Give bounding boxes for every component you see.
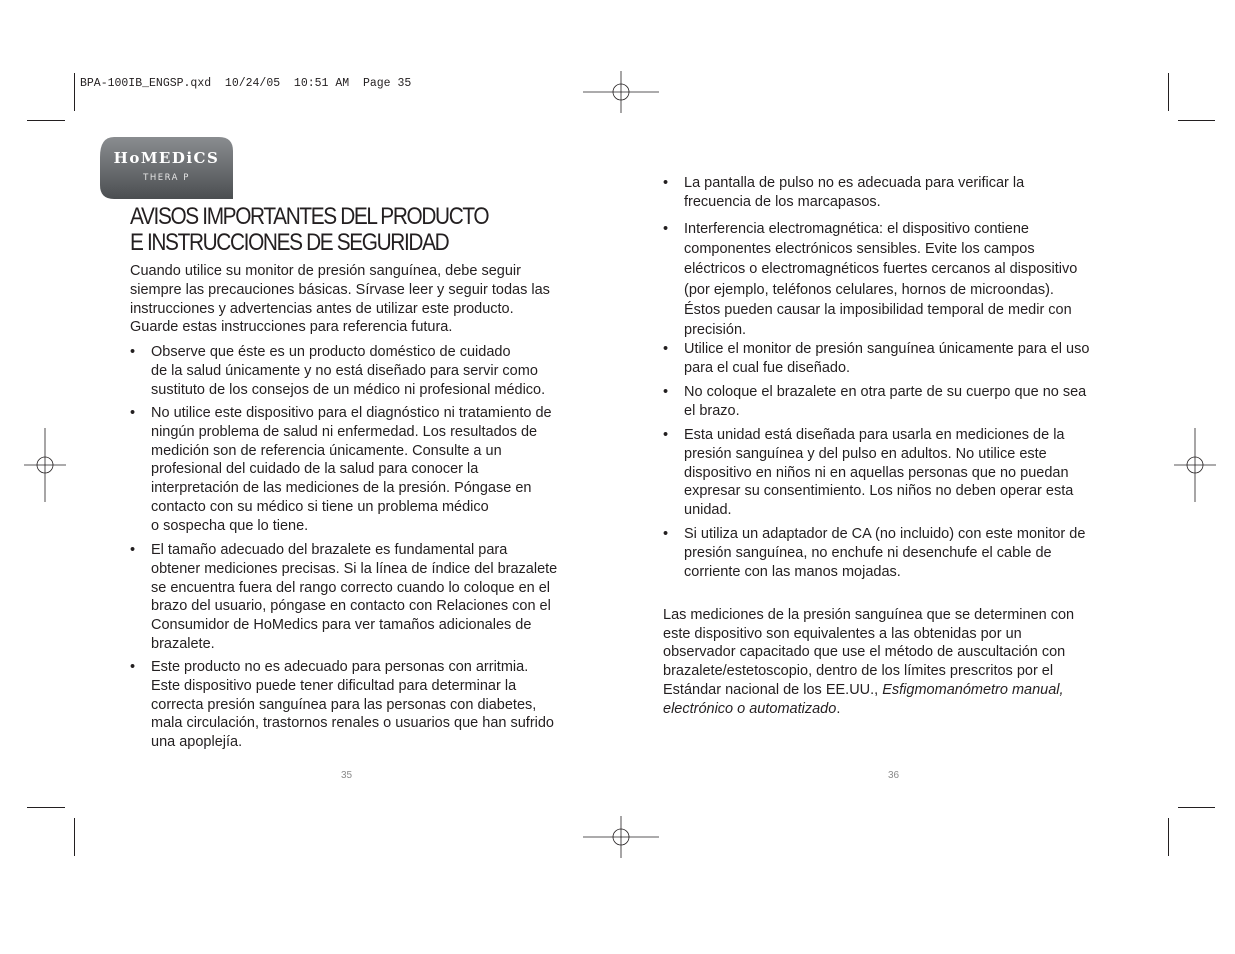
crop-mark [74,73,75,111]
list-item [130,343,591,399]
page-number: 35 [341,770,353,781]
crop-mark [1168,818,1169,856]
bullet-icon: • [663,427,669,443]
list-item-text: Observe que éste es un producto doméstico de cuidado de la salud únicamente y no está diseñado para servir como sustituto de los consejos de un médico ni profesional médico. [151,344,546,398]
crop-mark [1168,73,1169,111]
registration-mark-icon [583,71,659,113]
list-item-text: No coloque el brazalete en otra parte de su cuerpo que no sea el brazo. [684,384,1087,419]
bullet-icon: • [130,344,136,360]
closing-period: . [836,700,841,717]
registration-mark-icon [24,428,66,502]
list-item [130,658,591,752]
list-item-text: Interferencia electromagnética: el dispositivo contiene componentes electrónicos sensibles. Evite los campos eléctricos o electromagnéticos fuertes cercanos al dispositivo (por ejemplo, teléfonos celulares, hornos de microondas). Éstos pueden causar la imposibilidad temporal de medir con precisión. [684,221,1078,339]
list-item-text: El tamaño adecuado del brazalete es fundamental para obtener mediciones precisas. Si la línea de índice del brazalete se encuentra fuera del rango correcto cuando lo coloque en el brazo del usuario, póngase en contacto con Relaciones con el Consumidor de HoMedics para ver tamaños adicionales de brazalete. [151,542,558,652]
title-line-1: AVISOS IMPORTANTES DEL PRODUCTO [130,203,489,230]
bullet-icon: • [663,384,669,400]
list-item-text: Utilice el monitor de presión sanguínea únicamente para el uso para el cual fue diseñado. [684,341,1090,376]
list-item-text: Si utiliza un adaptador de CA (no incluido) con este monitor de presión sanguínea, no enchufe ni desenchufe el cable de corriente con las manos mojadas. [684,526,1086,580]
list-item [663,426,1134,520]
bullet-icon: • [130,659,136,675]
logo-brand-text: HoMEDiCS [113,149,220,167]
closing-text: Las mediciones de la presión sanguínea que se determinen con este dispositivo son equivalentes a las obtenidas por un observador capacitado que use el método de auscultación con brazalete/estetoscopio, dentro de los límites prescritos por el Estándar nacional de los EE.UU., [663,606,1075,698]
closing-standard-title: Esfigmomanómetro manual, electrónico o automatizado [663,681,1064,717]
logo-sub-text: THERA P [143,173,190,183]
crop-mark [27,807,65,808]
list-item [663,340,1134,378]
crop-mark [1178,120,1215,121]
bullet-icon: • [130,405,136,421]
list-item [663,525,1134,581]
list-item [663,219,1134,340]
closing-paragraph [663,587,1133,719]
crop-mark [1178,807,1215,808]
bullet-icon: • [130,542,136,558]
list-item [663,174,1134,212]
logo-badge-icon [100,137,233,199]
list-item [130,404,591,536]
list-item-text: No utilice este dispositivo para el diagnóstico ni tratamiento de ningún problema de salud ni enfermedad. Los resultados de medición son de referencia únicamente. Consulte a un profesional del cuidado de la salud para conocer la interpretación de las mediciones de la presión. Póngase en contacto con su médico si tiene un problema médico o sospecha que lo tiene. [151,405,552,534]
title-line-2: E INSTRUCCIONES DE SEGURIDAD [130,229,449,256]
bullet-icon: • [663,221,669,237]
bullet-icon: • [663,341,669,357]
intro-paragraph [130,262,590,337]
intro-text: Cuando utilice su monitor de presión sanguínea, debe seguir siempre las precauciones básicas. Sírvase leer y seguir todas las instrucciones y advertencias antes de utilizar este producto. Guarde estas instrucciones para referencia futura. [130,263,550,336]
registration-mark-icon [583,816,659,858]
crop-mark [27,120,65,121]
list-item-text: Este producto no es adecuado para personas con arritmia. Este dispositivo puede tener dificultad para determinar la correcta presión sanguínea para las personas con diabetes, mala circulación, trastornos renales o usuarios que han sufrido una apoplejía. [151,659,554,751]
crop-mark [74,818,75,856]
page-number: 36 [888,770,900,781]
print-slug: BPA-100IB_ENGSP.qxd 10/24/05 10:51 AM Page 35 [80,77,412,90]
list-item [663,383,1134,421]
list-item [130,541,591,654]
list-item-text: La pantalla de pulso no es adecuada para verificar la frecuencia de los marcapasos. [684,175,1025,210]
list-item-text: Esta unidad está diseñada para usarla en mediciones de la presión sanguínea y del pulso en adultos. No utilice este dispositivo en niños ni en aquellas personas que no puedan expresar su consentimiento. Los niños no deben operar esta unidad. [684,427,1074,519]
page-title [130,204,488,256]
bullet-icon: • [663,175,669,191]
registration-mark-icon [1174,428,1216,502]
bullet-icon: • [663,526,669,542]
homedics-therap-logo [100,137,233,199]
